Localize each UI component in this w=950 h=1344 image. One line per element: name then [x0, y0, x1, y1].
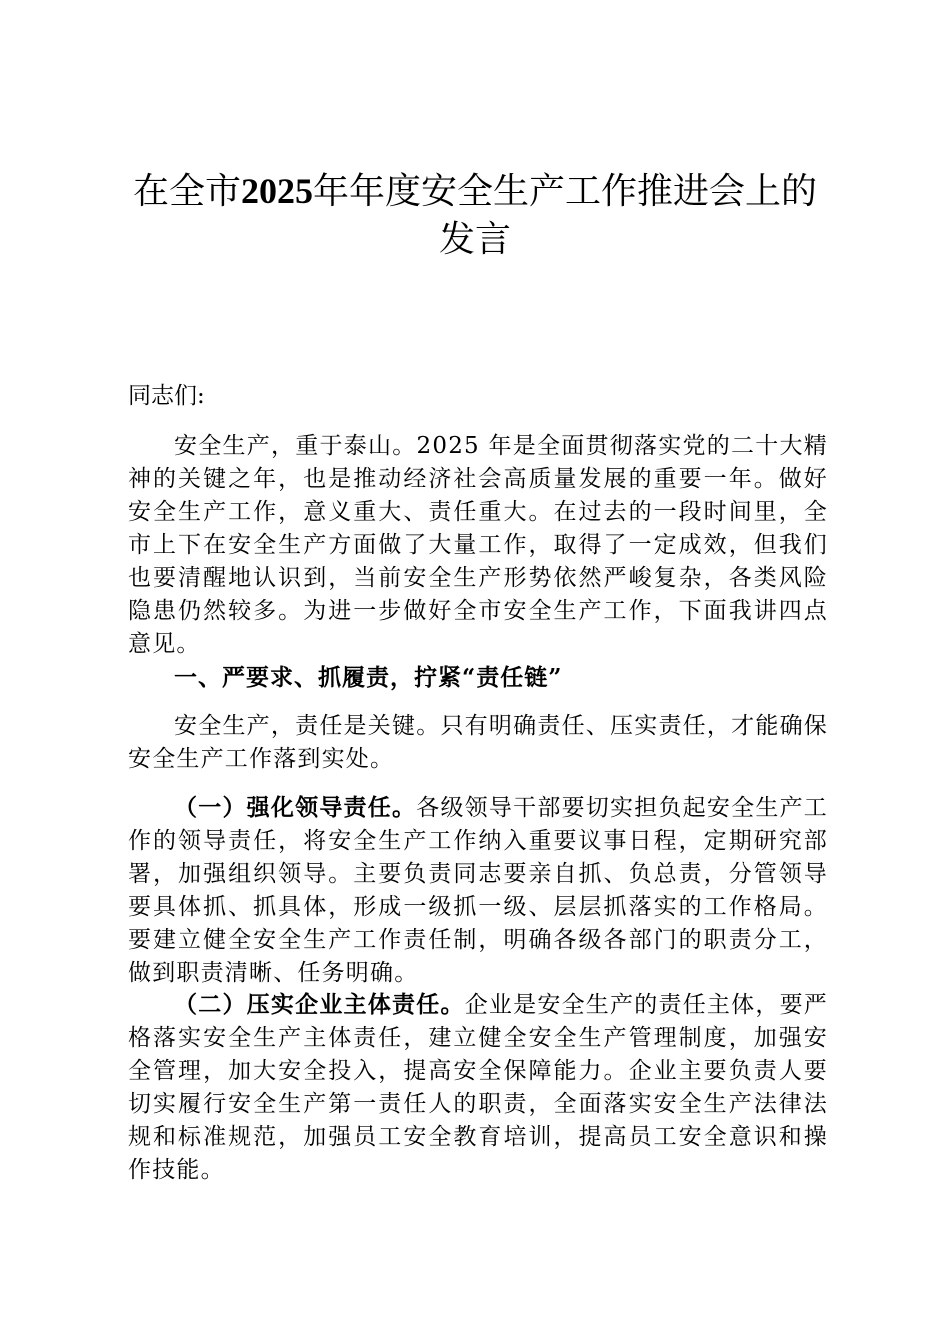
title-year: 2025 [241, 171, 313, 211]
intro-paragraph: 安全生产，重于泰山。2025 年是全面贯彻落实党的二十大精神的关键之年，也是推动经济社会高质量发展的重要一年。做好安全生产工作，意义重大、责任重大。在过去的一段时间里，全市上下在安全生产方面做了大量工作，取得了一定成效，但我们也要清醒地认识到，当前安全生产形势依然严峻复杂，各类风险隐患仍然较多。为进一步做好全市安全生产工作，下面我讲四点意见。 [128, 433, 828, 657]
item2-lead: （二）压实企业主体责任。 [174, 991, 465, 1018]
title-part3: 发言 [438, 219, 511, 260]
item2-paragraph [128, 988, 828, 1187]
section1-heading: 一、严要求、抓履责，拧紧“责任链” [174, 664, 563, 691]
item1-lead: （一）强化领导责任。 [174, 794, 417, 821]
item1-paragraph [128, 791, 828, 990]
title-part2: 年年度安全生产工作推进会上的 [313, 171, 818, 212]
document-title [110, 167, 840, 264]
section1-intro-paragraph: 安全生产，责任是关键。只有明确责任、压实责任，才能确保安全生产工作落到实处。 [128, 713, 828, 772]
salutation: 同志们: [128, 383, 205, 409]
item1-text: 各级领导干部要切实担负起安全生产工作的领导责任，将安全生产工作纳入重要议事日程，定期研究部署，加强组织领导。主要负责同志要亲自抓、负总责，分管领导要具体抓、抓具体，形成一级抓一级、层层抓落实的工作格局。要建立健全安全生产工作责任制，明确各级各部门的职责分工，做到职责清晰、任务明确。 [128, 795, 828, 986]
title-part1: 在全市 [132, 171, 241, 212]
item2-text: 企业是安全生产的责任主体，要严格落实安全生产主体责任，建立健全安全生产管理制度，加强安全管理，加大安全投入，提高安全保障能力。企业主要负责人要切实履行安全生产第一责任人的职责，全面落实安全生产法律法规和标准规范，加强员工安全教育培训，提高员工安全意识和操作技能。 [128, 992, 829, 1183]
